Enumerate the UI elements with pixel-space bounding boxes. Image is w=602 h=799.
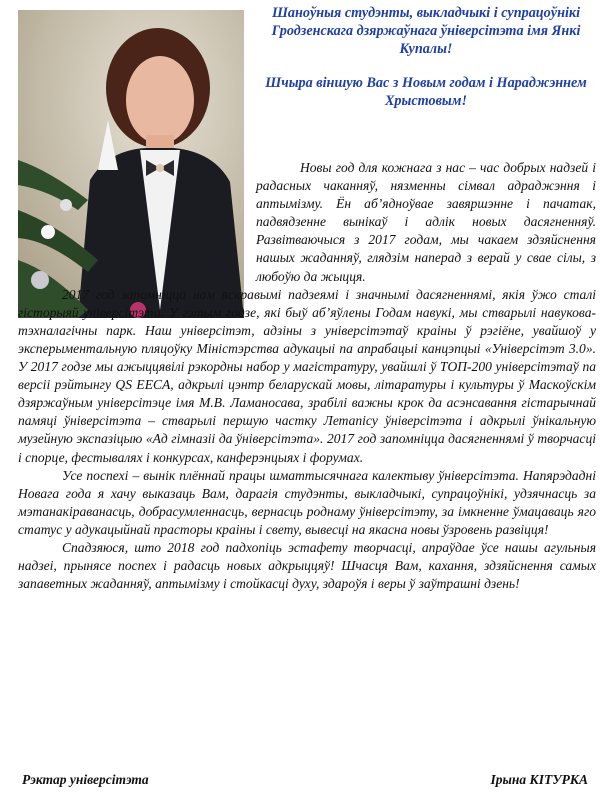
signature-title: Рэктар універсітэта <box>22 772 149 787</box>
paragraph-4: Спадзяюся, што 2018 год падхопіць эстафету творчасці, апраўдае ўсе нашы агульныя надзеі, прынясе поспех і радасць новых адкрыццяў! Шчасця Вам, кахання, здзяйснення самых запаветных жаданняў, аптымізму і стойкасці духу, здароўя і веры ў заўтрашні дзень! <box>18 539 596 592</box>
greeting-heading <box>256 4 596 110</box>
greeting-address: Шаноўныя студэнты, выкладчыкі і супрацоўнікі Гродзенскага дзяржаўнага ўніверсітэта імя Янкі Купалы! <box>271 5 581 57</box>
letter-body <box>18 159 596 593</box>
paragraph-2: 2017 год запомніцца нам яскравымі падзеямі і значнымі дасягненнямі, якія ўжо сталі гісторыяй універсітэта. У гэтым годзе, які быў аб’яўлены Годам навукі, мы стварылі навукова-тэхналагічны парк. Наш універсітэт, адзіны з універсітэтаў краіны ў рэгіёне, увайшоў у эксперыментальную пляцоўку Міністэрства адукацыі па апрабацыі канцэпцыі «Універсітэт 3.0». У 2017 годзе мы ажыццявілі рэкордны набор у магістратуру, увайшлі ў ТОП-200 універсітэтаў па версіі рэйтынгу QS EECA, адкрылі цэнтр беларускай мовы, літаратуры і культуры ў Маскоўскім дзяржаўным універсітэце імя М.В. Ламаносава, зрабілі важны крок да асэнсавання гістарычнай памяці ўніверсітэта – стварылі першую частку Летапісу ўніверсітэта і адкрылі ўнікальную музейную экспазіцыю «Ад гімназіі да ўніверсітэта». 2017 год запомніцца дасягненнямі ў творчасці і спорце, фестывалях і конкурсах, канферэнцыях і форумах. <box>18 286 596 465</box>
signature-block <box>22 772 588 792</box>
paragraph-3: Усе поспехі – вынік плённай працы шматтысячнага калектыву ўніверсітэта. Напярэдадні Новага года я хачу выказаць Вам, дарагія студэнты, выкладчыкі, супрацоўнікі, удзячнасць за мэтанакіраванасць, добрасумленнасць, вернасць роднаму ўніверсітэту, за імкненне ўмацаваць яго статус у адукацыйнай прасторы краіны і свету, вывесці на якасна новы ўзровень развіцця! <box>18 467 596 537</box>
greeting-wishes: Шчыра віншую Вас з Новым годам і Нараджэннем Хрыстовым! <box>265 75 587 109</box>
paragraph-1: Новы год для кожнага з нас – час добрых надзей і радасных чаканняў, нязменны сімвал адраджэння і аптымізму. Ён аб’ядноўвае завяршэнне і пачатак, падвядзенне вынікаў і адлік новых дасягненняў. Развітваючыся з 2017 годам, мы чакаем здзяйснення нашых жаданняў, глядзім наперад з верай у свае сілы, з любоўю да жыцця. <box>256 160 596 284</box>
signature-name: Ірына КІТУРКА <box>490 772 588 787</box>
